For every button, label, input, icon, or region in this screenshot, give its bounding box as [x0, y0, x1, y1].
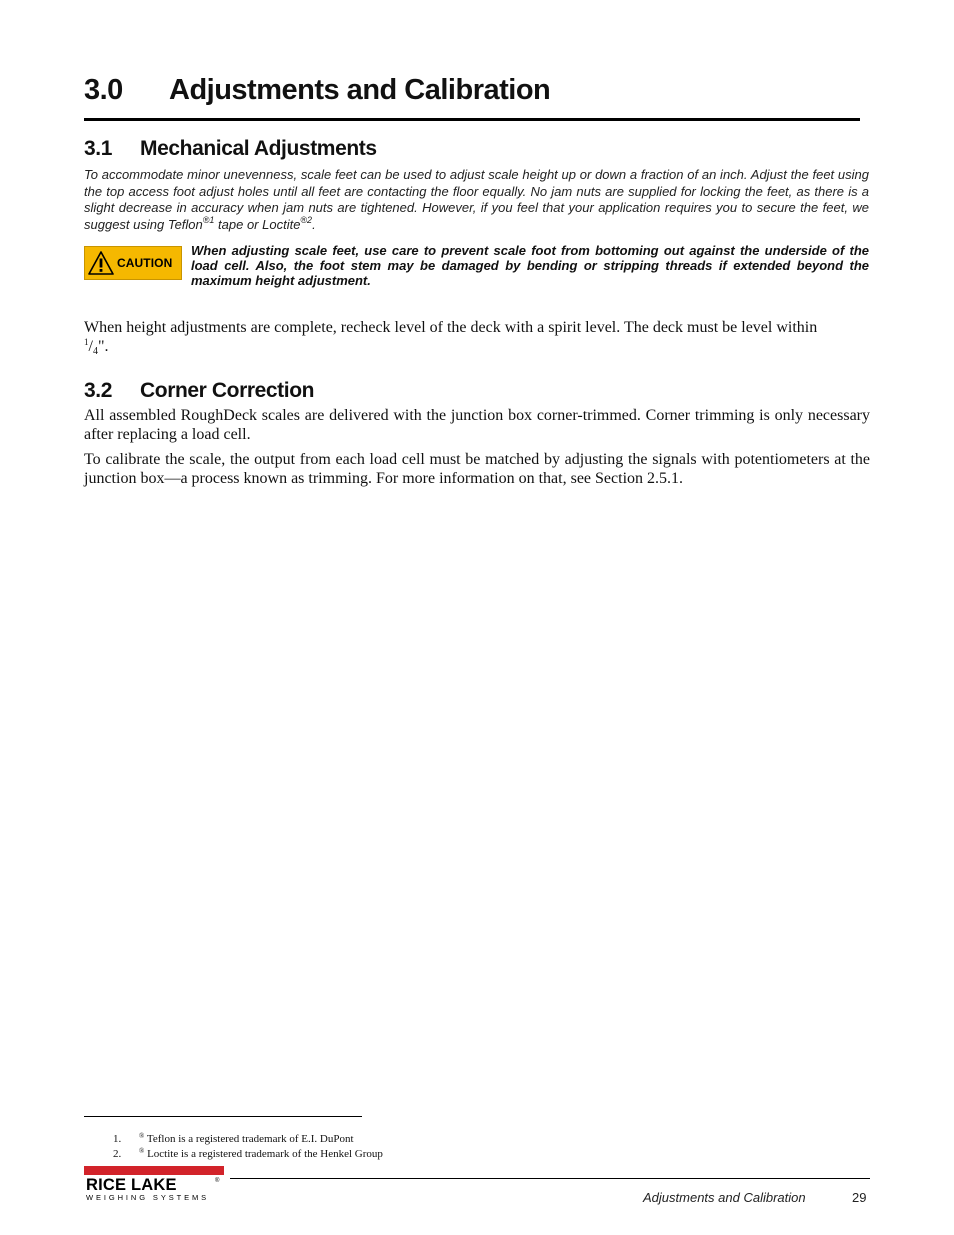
corner-paragraph-2: To calibrate the scale, the output from each load cell must be matched by adjusting the signals with potentiometers at the junction box—a process known as trimming. For more information on that, see Section 2.5.1. [84, 451, 870, 487]
fraction-denominator: 4 [92, 346, 98, 357]
fraction-numerator: 1 [84, 337, 89, 347]
chapter-number: 3.0 [84, 74, 123, 106]
footer-divider [230, 1178, 870, 1179]
section-number: 3.2 [84, 379, 112, 402]
svg-text:®: ® [215, 1178, 220, 1184]
corner-paragraph-1: All assembled RoughDeck scales are delivered with the junction box corner-trimmed. Corner trimming is only necessary after replacing a load cell. [84, 407, 870, 443]
page-number: 29 [852, 1190, 867, 1205]
section-title: Mechanical Adjustments [140, 137, 377, 160]
svg-text:RICE LAKE: RICE LAKE [86, 1176, 177, 1194]
section-title: Corner Correction [140, 379, 315, 402]
mechanical-intro-paragraph: To accommodate minor unevenness, scale feet can be used to adjust scale height up or down a fraction of an inch. Adjust the feet using the top access foot adjust holes until all feet are contacting the floor equally. No jam nuts are supplied for locking the feet, as there is a slight decrease in accuracy when jam nuts are tightened. However, if you feel that your application requires you to secure the feet, we suggest using Teflon$^{®1}$ tape or Loctite$^{®2}$. [84, 167, 869, 232]
footnote-2: 2. ® Loctite is a registered trademark of the Henkel Group [113, 1147, 383, 1160]
chapter-heading [84, 72, 860, 121]
chapter-title: Adjustments and Calibration [169, 74, 551, 106]
footnote-ref-2[interactable]: ®2 [300, 214, 313, 225]
caution-text: When adjusting scale feet, use care to prevent scale foot from bottoming out against the underside of the load cell. Also, the foot stem may be damaged by bending or stripping threads if extended beyond the maximum height adjustment. [191, 243, 869, 288]
section-heading-mechanical [84, 137, 584, 163]
svg-text:WEIGHING SYSTEMS: WEIGHING SYSTEMS [86, 1193, 210, 1202]
caution-badge [84, 246, 182, 280]
footnote-1: 1. ® Teflon is a registered trademark of E.I. DuPont [113, 1132, 354, 1145]
section-heading-corner [84, 379, 584, 405]
rice-lake-logo [84, 1166, 224, 1202]
warning-triangle-icon [88, 250, 114, 276]
caution-label: CAUTION [117, 256, 173, 270]
level-paragraph: When height adjustments are complete, recheck level of the deck with a spirit level. The deck must be level within $^1/_4$". [84, 319, 818, 357]
footer-section-title: Adjustments and Calibration [643, 1190, 806, 1205]
section-number: 3.1 [84, 137, 112, 160]
footnote-divider [84, 1116, 362, 1117]
footnote-ref-1[interactable]: ®1 [202, 214, 215, 225]
